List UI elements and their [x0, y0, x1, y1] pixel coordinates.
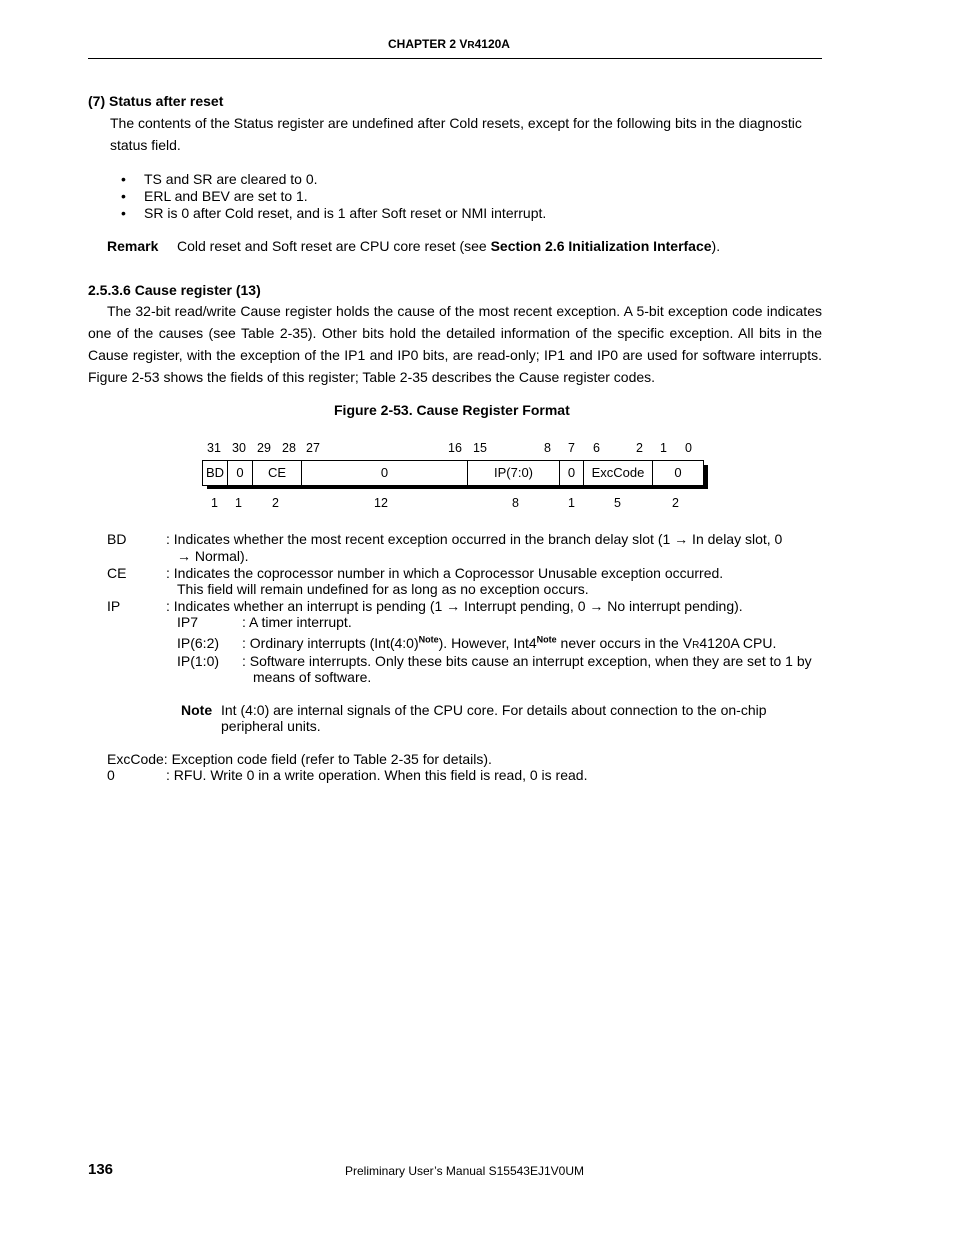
ip62-subscript: R — [692, 640, 700, 651]
bit-number: 1 — [660, 441, 667, 455]
manual-footer: Preliminary User’s Manual S15543EJ1V0UM — [345, 1164, 584, 1178]
page-number: 136 — [88, 1161, 114, 1178]
def-text: : Indicates whether the most recent exception occurred in the branch delay slot (1 → In delay slot, 0 — [166, 531, 783, 547]
bullet-item: SR is 0 after Cold reset, and is 1 after Soft reset or NMI interrupt. — [144, 205, 547, 221]
remark-end: ). — [711, 238, 721, 254]
def-text: : Software interrupts. Only these bits cause an interrupt exception, when they are set to 1 by — [242, 653, 812, 669]
field-ip: IP(7:0) — [468, 461, 560, 485]
chapter-title-tail: 4120A — [474, 37, 510, 51]
field-ce: CE — [253, 461, 302, 485]
remark-reference: Section 2.6 Initialization Interface — [490, 238, 712, 254]
def-term-bd: BD — [107, 531, 127, 547]
def-text: → Normal). — [177, 548, 249, 564]
bit-number: 6 — [593, 441, 600, 455]
bit-number: 29 — [257, 441, 271, 455]
field-width: 8 — [512, 496, 519, 510]
def-text: : RFU. Write 0 in a write operation. When this field is read, 0 is read. — [166, 767, 588, 783]
remark-label: Remark — [107, 238, 159, 254]
field-width: 1 — [235, 496, 242, 510]
bit-number: 7 — [568, 441, 575, 455]
paragraph-line: The contents of the Status register are undefined after Cold resets, except for the following bits in the diagnostic — [110, 115, 802, 131]
field-width: 5 — [614, 496, 621, 510]
bullet-mark: • — [121, 188, 126, 204]
figure-caption: Figure 2-53. Cause Register Format — [334, 402, 570, 418]
field-zero: 0 — [560, 461, 584, 485]
chapter-title: CHAPTER 2 V — [388, 37, 468, 51]
remark-body: Cold reset and Soft reset are CPU core reset (see — [177, 238, 491, 254]
bit-number: 2 — [636, 441, 643, 455]
def-subterm-ip10: IP(1:0) — [177, 653, 220, 669]
cause-register-box — [202, 460, 704, 486]
ip62-text-d: 4120A CPU. — [699, 635, 777, 651]
bullet-item: ERL and BEV are set to 1. — [144, 188, 308, 204]
bit-number: 30 — [232, 441, 246, 455]
ip62-text-a: : Ordinary interrupts (Int(4:0) — [242, 635, 419, 651]
def-text — [242, 635, 776, 651]
def-term-ip: IP — [107, 598, 121, 614]
chapter-subscript: R — [467, 40, 475, 51]
bit-number: 16 — [448, 441, 462, 455]
cause-paragraph: The 32-bit read/write Cause register holds the cause of the most recent exception. A 5-bit exception code indicates one of the causes (see Table 2-35). Other bits hold the detailed information of the specific exception. All bits in the Cause register, with the exception of the IP1 and IP0 bits, are read-only; IP1 and IP0 are used for software interrupts. Figure 2-53 shows the fields of this register; Table 2-35 describes the Cause register codes. — [88, 303, 822, 385]
field-zero-low: 0 — [674, 465, 682, 480]
note-text: peripheral units. — [221, 718, 321, 734]
bullet-mark: • — [121, 205, 126, 221]
def-text: This field will remain undefined for as long as no exception occurs. — [177, 581, 589, 597]
field-width: 2 — [272, 496, 279, 510]
field-width: 12 — [374, 496, 388, 510]
chapter-header — [388, 37, 510, 51]
def-term-ce: CE — [107, 565, 127, 581]
field-zero: 0 — [228, 461, 253, 485]
bit-number: 0 — [685, 441, 692, 455]
def-subterm-ip62: IP(6:2) — [177, 635, 220, 651]
field-exccode: ExcCode — [584, 461, 653, 485]
note-label: Note — [181, 702, 213, 718]
field-bd: BD — [203, 461, 228, 485]
def-text: : Indicates whether an interrupt is pending (1 → Interrupt pending, 0 → No interrupt pending). — [166, 598, 743, 614]
header-rule — [88, 58, 822, 59]
field-width: 1 — [568, 496, 575, 510]
bit-number: 15 — [473, 441, 487, 455]
remark-text — [177, 238, 720, 254]
bullet-item: TS and SR are cleared to 0. — [144, 171, 318, 187]
note-reference: Note — [536, 634, 557, 645]
field-width: 2 — [672, 496, 679, 510]
bit-number: 27 — [306, 441, 320, 455]
def-text: means of software. — [253, 669, 372, 685]
bullet-mark: • — [121, 171, 126, 187]
bit-number: 31 — [207, 441, 221, 455]
ip62-text-c: never occurs in the V — [556, 635, 693, 651]
paragraph-line: status field. — [110, 137, 181, 153]
section-heading: (7) Status after reset — [88, 93, 224, 109]
def-term-zero: 0 — [107, 767, 115, 783]
subsection-heading: 2.5.3.6 Cause register (13) — [88, 282, 261, 298]
note-text: Int (4:0) are internal signals of the CPU core. For details about connection to the on-chip — [221, 702, 767, 718]
def-exccode: ExcCode: Exception code field (refer to Table 2-35 for details). — [107, 751, 492, 767]
bit-number: 8 — [544, 441, 551, 455]
field-zero-wide: 0 — [302, 461, 468, 485]
def-subterm-ip7: IP7 — [177, 614, 199, 630]
def-text: : A timer interrupt. — [242, 614, 352, 630]
note-reference: Note — [418, 634, 439, 645]
def-text: : Indicates the coprocessor number in which a Coprocessor Unusable exception occurred. — [166, 565, 724, 581]
bit-number: 28 — [282, 441, 296, 455]
ip62-text-b: ). However, Int4 — [438, 635, 537, 651]
field-width: 1 — [211, 496, 218, 510]
